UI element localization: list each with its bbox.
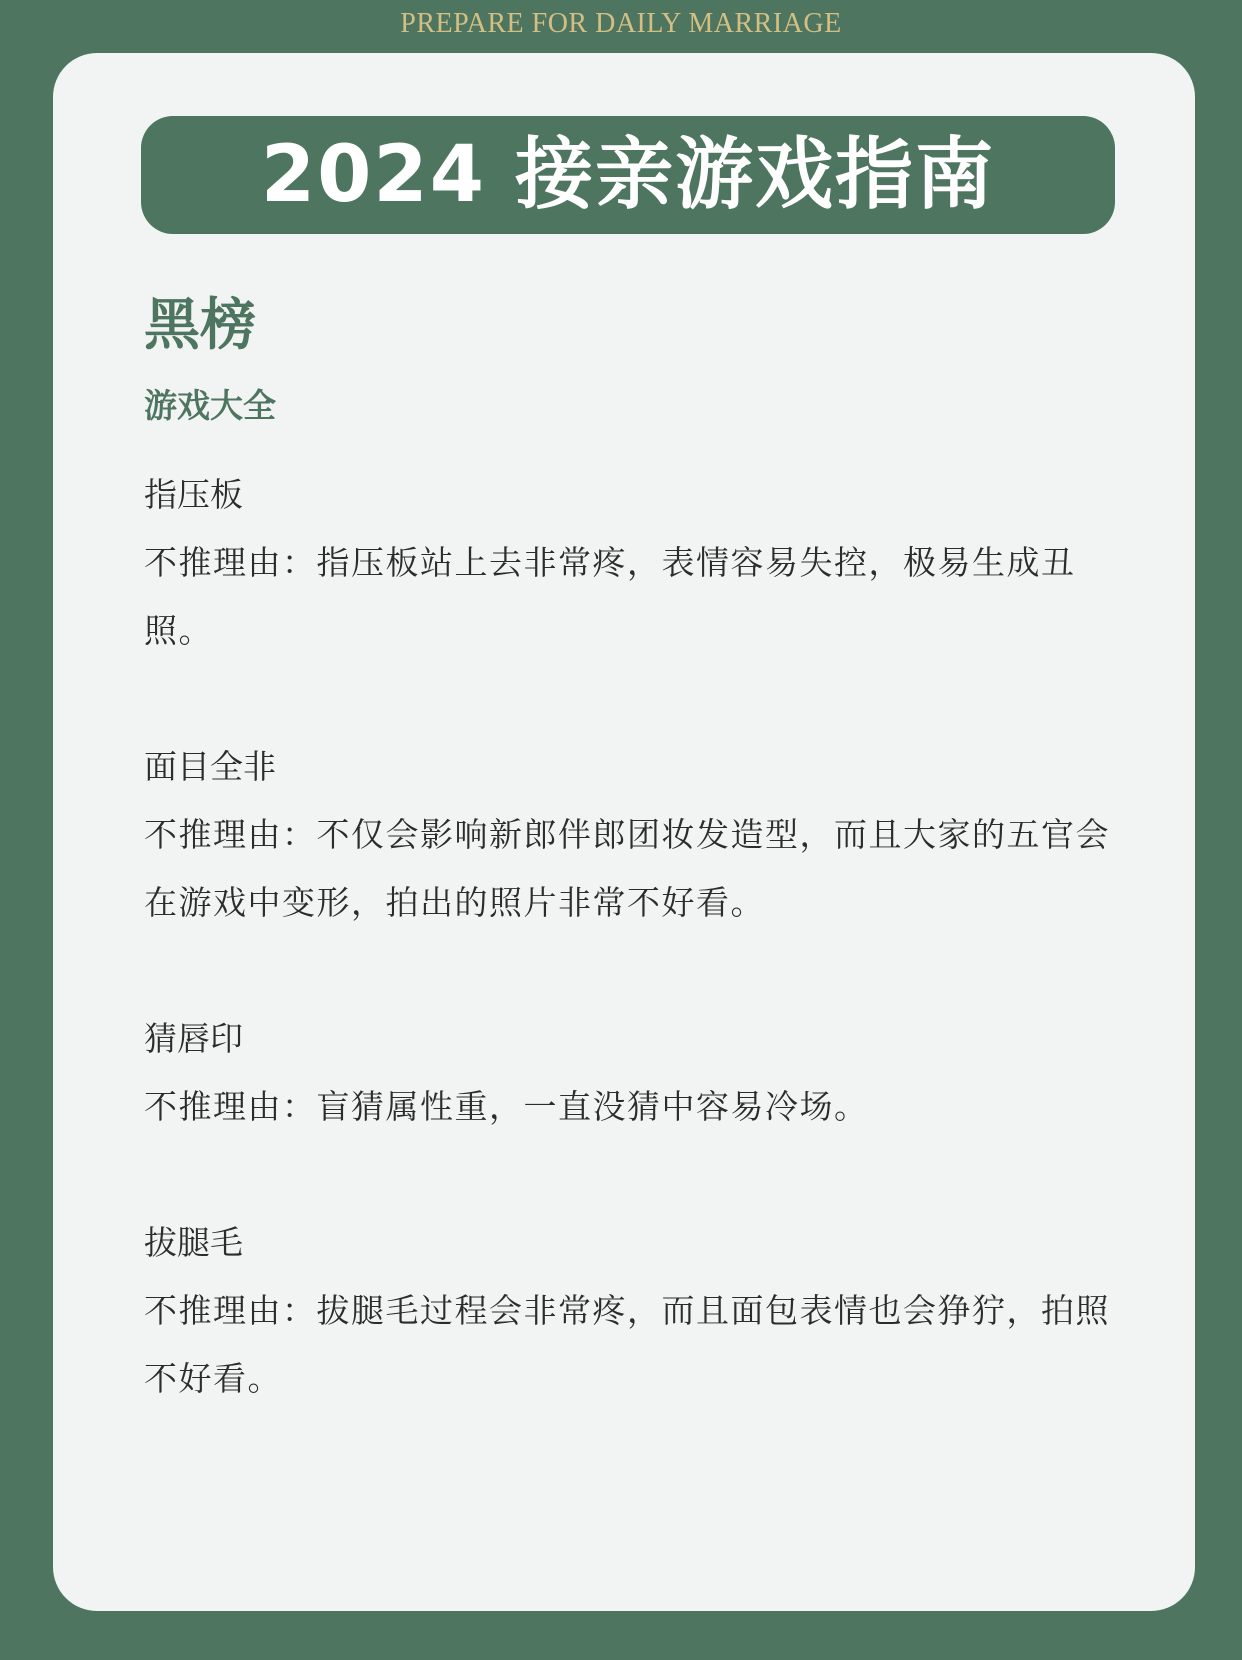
game-list xyxy=(144,461,1119,1413)
section-title: 黑榜 xyxy=(144,293,256,358)
game-name: 面目全非 xyxy=(144,747,276,786)
game-item xyxy=(144,461,1119,665)
game-item xyxy=(144,1005,1119,1141)
game-reason: 不推理由：拔腿毛过程会非常疼，而且面包表情也会狰狞，拍照不好看。 xyxy=(144,1291,1110,1398)
game-reason: 不推理由：盲猜属性重，一直没猜中容易冷场。 xyxy=(144,1087,869,1126)
top-tagline: PREPARE FOR DAILY MARRIAGE xyxy=(400,8,842,39)
page-title: 2024 接亲游戏指南 xyxy=(141,116,1115,234)
game-item xyxy=(144,1209,1119,1413)
game-name: 拔腿毛 xyxy=(144,1223,243,1262)
section-subtitle: 游戏大全 xyxy=(144,386,276,425)
game-reason: 不推理由：指压板站上去非常疼，表情容易失控，极易生成丑照。 xyxy=(144,543,1076,650)
game-reason: 不推理由：不仅会影响新郎伴郎团妆发造型，而且大家的五官会在游戏中变形，拍出的照片非常不好看。 xyxy=(144,815,1110,922)
game-item xyxy=(144,733,1119,937)
content-card xyxy=(53,53,1195,1611)
game-name: 指压板 xyxy=(144,475,243,514)
game-name: 猜唇印 xyxy=(144,1019,243,1058)
